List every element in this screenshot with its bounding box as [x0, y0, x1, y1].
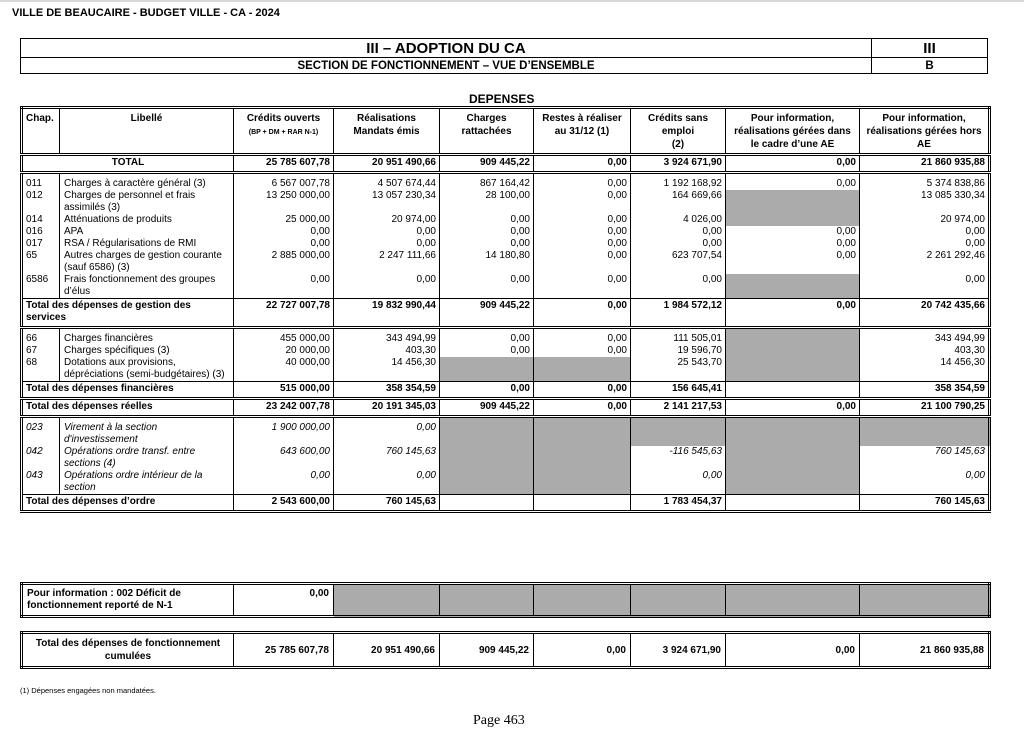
row-credits: 13 250 000,00: [234, 190, 334, 214]
row-chap: 6586: [22, 274, 60, 299]
total-restes: 0,00: [534, 382, 631, 399]
row-libelle: RSA / Régularisations de RMI: [60, 238, 234, 250]
table-row: [22, 190, 990, 214]
row-libelle: Charges spécifiques (3): [60, 345, 234, 357]
row-hors-ae: 343 494,99: [860, 328, 990, 346]
row-credits: 25 000,00: [234, 214, 334, 226]
total-restes: 0,00: [534, 299, 631, 328]
total-credits: 25 785 607,78: [234, 155, 334, 173]
total-label: TOTAL: [22, 155, 234, 173]
row-credits: 0,00: [234, 238, 334, 250]
total-row: [22, 299, 990, 328]
row-hors-ae: 2 261 292,46: [860, 250, 990, 274]
row-chap: 023: [22, 417, 60, 447]
row-sans-emploi: 111 505,01: [631, 328, 726, 346]
row-restes: 0,00: [534, 214, 631, 226]
row-sans-emploi: 164 669,66: [631, 190, 726, 214]
row-ae: 0,00: [726, 226, 860, 238]
row-ae: [726, 328, 860, 346]
total-label: Total des dépenses financières: [22, 382, 234, 399]
total-ae: 0,00: [726, 155, 860, 173]
table-row: [22, 226, 990, 238]
sub-title: SECTION DE FONCTIONNEMENT – VUE D’ENSEMBLE: [21, 58, 872, 74]
row-chap: 017: [22, 238, 60, 250]
main-title: III – ADOPTION DU CA: [21, 39, 872, 58]
row-chap: 014: [22, 214, 60, 226]
row-charges: [440, 446, 534, 470]
row-restes: 0,00: [534, 250, 631, 274]
row-credits: 2 885 000,00: [234, 250, 334, 274]
total-restes: 0,00: [534, 399, 631, 417]
total-sans-emploi: 1 783 454,37: [631, 495, 726, 512]
row-ae: [726, 417, 860, 447]
row-chap: 016: [22, 226, 60, 238]
deficit-info-table: [20, 582, 991, 618]
row-hors-ae: 0,00: [860, 226, 990, 238]
col-realisations: Réalisations Mandats émis: [334, 108, 440, 155]
total-hors-ae: 20 742 435,66: [860, 299, 990, 328]
row-chap: 043: [22, 470, 60, 495]
row-libelle: Frais fonctionnement des groupes d’élus: [60, 274, 234, 299]
total-charges: 909 445,22: [440, 155, 534, 173]
total-credits: 515 000,00: [234, 382, 334, 399]
cumul-sans-emploi: 3 924 671,90: [631, 633, 726, 668]
total-row: [22, 382, 990, 399]
row-charges: 28 100,00: [440, 190, 534, 214]
total-charges: 0,00: [440, 382, 534, 399]
row-sans-emploi: -116 545,63: [631, 446, 726, 470]
row-ae: 0,00: [726, 250, 860, 274]
total-hors-ae: 358 354,59: [860, 382, 990, 399]
col-restes: Restes à réaliser au 31/12 (1): [534, 108, 631, 155]
row-credits: 1 900 000,00: [234, 417, 334, 447]
row-chap: 012: [22, 190, 60, 214]
row-libelle: Charges de personnel et frais assimilés (3): [60, 190, 234, 214]
page-number: Page 463: [473, 713, 525, 728]
document-title: VILLE DE BEAUCAIRE - BUDGET VILLE - CA - 2024: [12, 7, 280, 19]
row-restes: 0,00: [534, 238, 631, 250]
row-credits: 0,00: [234, 226, 334, 238]
row-credits: 643 600,00: [234, 446, 334, 470]
table-row: [22, 417, 990, 447]
row-sans-emploi: 19 596,70: [631, 345, 726, 357]
table-row: [22, 238, 990, 250]
row-charges: 867 164,42: [440, 173, 534, 191]
row-charges: 0,00: [440, 345, 534, 357]
row-chap: 042: [22, 446, 60, 470]
row-restes: [534, 357, 631, 382]
row-libelle: APA: [60, 226, 234, 238]
total-credits: 22 727 007,78: [234, 299, 334, 328]
row-charges: 0,00: [440, 328, 534, 346]
total-realisations: 19 832 990,44: [334, 299, 440, 328]
row-sans-emploi: 4 026,00: [631, 214, 726, 226]
total-sans-emploi: 156 645,41: [631, 382, 726, 399]
row-credits: 0,00: [234, 274, 334, 299]
row-hors-ae: 403,30: [860, 345, 990, 357]
total-hors-ae: 21 100 790,25: [860, 399, 990, 417]
row-sans-emploi: 1 192 168,92: [631, 173, 726, 191]
table-row: [22, 470, 990, 495]
footnote: (1) Dépenses engagées non mandatées.: [20, 686, 156, 695]
row-chap: 68: [22, 357, 60, 382]
total-ae: 0,00: [726, 399, 860, 417]
total-charges: 909 445,22: [440, 299, 534, 328]
row-libelle: Virement à la section d'investissement: [60, 417, 234, 447]
table-row: [22, 357, 990, 382]
row-libelle: Charges financières: [60, 328, 234, 346]
col-sans-emploi-label: Crédits sans emploi: [647, 113, 709, 137]
cumul-row: [22, 633, 990, 668]
total-credits: 2 543 600,00: [234, 495, 334, 512]
row-ae: [726, 345, 860, 357]
grey-cell: [334, 584, 440, 617]
row-chap: 67: [22, 345, 60, 357]
row-realisations: 2 247 111,66: [334, 250, 440, 274]
row-ae: [726, 190, 860, 214]
table-row: [22, 328, 990, 346]
depenses-table: [20, 106, 991, 513]
total-ae: [726, 495, 860, 512]
row-restes: [534, 470, 631, 495]
row-sans-emploi: 0,00: [631, 238, 726, 250]
col-info-ae: Pour information, réalisations gérées dans le cadre d’une AE: [726, 108, 860, 155]
depenses-title: DEPENSES: [469, 92, 535, 106]
row-realisations: 0,00: [334, 274, 440, 299]
grey-cell: [631, 584, 726, 617]
row-libelle: Opérations ordre transf. entre sections (4): [60, 446, 234, 470]
col-libelle: Libellé: [60, 108, 234, 155]
row-sans-emploi: 0,00: [631, 226, 726, 238]
row-hors-ae: 20 974,00: [860, 214, 990, 226]
cumul-credits: 25 785 607,78: [234, 633, 334, 668]
row-charges: [440, 357, 534, 382]
row-realisations: 20 974,00: [334, 214, 440, 226]
row-realisations: 0,00: [334, 417, 440, 447]
row-credits: 455 000,00: [234, 328, 334, 346]
total-charges: 909 445,22: [440, 399, 534, 417]
total-restes: 0,00: [534, 155, 631, 173]
row-realisations: 403,30: [334, 345, 440, 357]
sub-code: B: [872, 58, 988, 74]
total-realisations: 358 354,59: [334, 382, 440, 399]
column-headers: [22, 108, 990, 155]
row-realisations: 14 456,30: [334, 357, 440, 382]
row-chap: 66: [22, 328, 60, 346]
row-credits: 6 567 007,78: [234, 173, 334, 191]
cumul-charges: 909 445,22: [440, 633, 534, 668]
total-label: Total des dépenses réelles: [22, 399, 234, 417]
col-sans-emploi-sub: (2): [671, 139, 685, 150]
deficit-label: Pour information : 002 Déficit de fonctionnement reporté de N-1: [22, 584, 234, 617]
row-restes: 0,00: [534, 274, 631, 299]
row-chap: 011: [22, 173, 60, 191]
section-header: [20, 38, 988, 74]
row-realisations: 4 507 674,44: [334, 173, 440, 191]
total-sans-emploi: 2 141 217,53: [631, 399, 726, 417]
row-sans-emploi: [631, 417, 726, 447]
table-row: [22, 446, 990, 470]
row-hors-ae: 760 145,63: [860, 446, 990, 470]
row-realisations: 13 057 230,34: [334, 190, 440, 214]
total-label: Total des dépenses de gestion des services: [22, 299, 234, 328]
main-code: III: [872, 39, 988, 58]
row-realisations: 0,00: [334, 238, 440, 250]
row-hors-ae: 0,00: [860, 274, 990, 299]
row-charges: [440, 470, 534, 495]
row-restes: 0,00: [534, 345, 631, 357]
row-chap: 65: [22, 250, 60, 274]
grey-cell: [726, 584, 860, 617]
cumul-realisations: 20 951 490,66: [334, 633, 440, 668]
table-row: [22, 173, 990, 191]
row-credits: 40 000,00: [234, 357, 334, 382]
row-sans-emploi: 0,00: [631, 274, 726, 299]
row-libelle: Dotations aux provisions, dépréciations (semi-budgétaires) (3): [60, 357, 234, 382]
row-ae: [726, 357, 860, 382]
row-realisations: 760 145,63: [334, 446, 440, 470]
row-credits: 20 000,00: [234, 345, 334, 357]
cumul-label: Total des dépenses de fonctionnement cumulées: [22, 633, 234, 668]
col-chap: Chap.: [22, 108, 60, 155]
row-hors-ae: 13 085 330,34: [860, 190, 990, 214]
row-libelle: Atténuations de produits: [60, 214, 234, 226]
col-credits-sub: (BP + DM + RAR N-1): [248, 129, 319, 136]
total-realisations: 760 145,63: [334, 495, 440, 512]
row-libelle: Opérations ordre intérieur de la section: [60, 470, 234, 495]
row-sans-emploi: 25 543,70: [631, 357, 726, 382]
row-restes: [534, 417, 631, 447]
row-charges: 0,00: [440, 226, 534, 238]
row-hors-ae: 5 374 838,86: [860, 173, 990, 191]
row-hors-ae: 0,00: [860, 470, 990, 495]
total-credits: 23 242 007,78: [234, 399, 334, 417]
row-credits: 0,00: [234, 470, 334, 495]
cumul-ae: 0,00: [726, 633, 860, 668]
row-hors-ae: 14 456,30: [860, 357, 990, 382]
total-charges: [440, 495, 534, 512]
row-ae: [726, 470, 860, 495]
row-charges: [440, 417, 534, 447]
total-ae: 0,00: [726, 299, 860, 328]
row-charges: 14 180,80: [440, 250, 534, 274]
deficit-value: 0,00: [234, 584, 334, 617]
table-row: [22, 250, 990, 274]
row-libelle: Charges à caractère général (3): [60, 173, 234, 191]
row-charges: 0,00: [440, 274, 534, 299]
total-row: [22, 495, 990, 512]
col-credits-label: Crédits ouverts: [246, 113, 321, 124]
row-hors-ae: [860, 417, 990, 447]
col-sans-emploi: [631, 108, 726, 155]
row-restes: 0,00: [534, 328, 631, 346]
row-restes: 0,00: [534, 190, 631, 214]
grey-cell: [440, 584, 534, 617]
top-border: [0, 0, 1024, 2]
total-ae: [726, 382, 860, 399]
total-sans-emploi: 3 924 671,90: [631, 155, 726, 173]
row-charges: 0,00: [440, 214, 534, 226]
cumul-restes: 0,00: [534, 633, 631, 668]
total-label: Total des dépenses d’ordre: [22, 495, 234, 512]
total-realisations: 20 951 490,66: [334, 155, 440, 173]
row-realisations: 0,00: [334, 226, 440, 238]
total-row: [22, 399, 990, 417]
row-restes: [534, 446, 631, 470]
total-sans-emploi: 1 984 572,12: [631, 299, 726, 328]
cumul-table: [20, 631, 991, 669]
cumul-hors-ae: 21 860 935,88: [860, 633, 990, 668]
total-hors-ae: 21 860 935,88: [860, 155, 990, 173]
row-ae: 0,00: [726, 173, 860, 191]
row-sans-emploi: 623 707,54: [631, 250, 726, 274]
deficit-row: [22, 584, 990, 617]
col-info-hors-ae: Pour information, réalisations gérées hors AE: [860, 108, 990, 155]
row-ae: [726, 274, 860, 299]
table-row: [22, 345, 990, 357]
row-restes: 0,00: [534, 226, 631, 238]
col-credits: [234, 108, 334, 155]
row-charges: 0,00: [440, 238, 534, 250]
row-hors-ae: 0,00: [860, 238, 990, 250]
total-row: [22, 155, 990, 173]
grey-cell: [534, 584, 631, 617]
total-hors-ae: 760 145,63: [860, 495, 990, 512]
table-row: [22, 214, 990, 226]
total-realisations: 20 191 345,03: [334, 399, 440, 417]
row-sans-emploi: 0,00: [631, 470, 726, 495]
row-restes: 0,00: [534, 173, 631, 191]
row-ae: 0,00: [726, 238, 860, 250]
row-ae: [726, 446, 860, 470]
row-realisations: 343 494,99: [334, 328, 440, 346]
row-libelle: Autres charges de gestion courante (sauf 6586) (3): [60, 250, 234, 274]
row-ae: [726, 214, 860, 226]
table-row: [22, 274, 990, 299]
total-restes: [534, 495, 631, 512]
grey-cell: [860, 584, 990, 617]
row-realisations: 0,00: [334, 470, 440, 495]
col-charges: Charges rattachées: [440, 108, 534, 155]
